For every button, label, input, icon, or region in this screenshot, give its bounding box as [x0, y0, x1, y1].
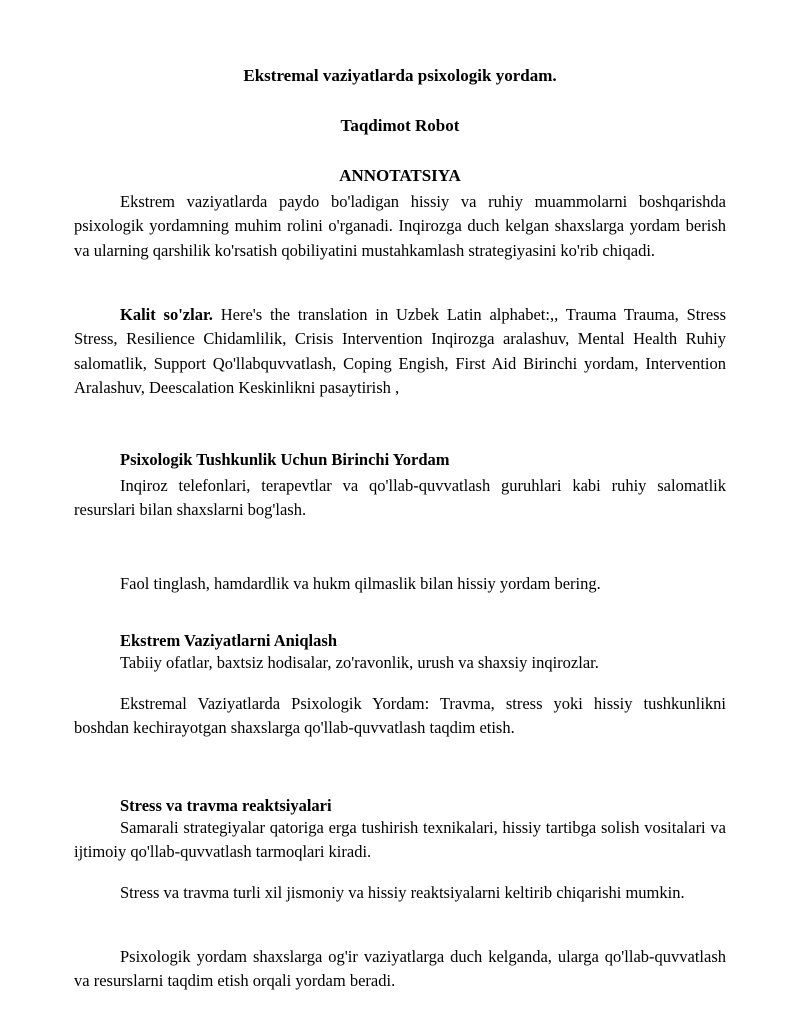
- section2-paragraph-1: Tabiiy ofatlar, baxtsiz hodisalar, zo'ravonlik, urush va shaxsiy inqirozlar.: [120, 653, 599, 672]
- section3-paragraph-2: Stress va travma turli xil jismoniy va hissiy reaktsiyalarni keltirib chiqarishi mumkin.: [120, 883, 685, 902]
- keywords-paragraph: [74, 303, 726, 400]
- annotation-heading: ANNOTATSIYA: [339, 166, 461, 185]
- document-title: Ekstremal vaziyatlarda psixologik yordam.: [243, 66, 557, 85]
- section1-paragraph-1: Inqiroz telefonlari, terapevtlar va qo'llab-quvvatlash guruhlari kabi ruhiy salomatlik resurslari bilan shaxslarni bog'lash.: [74, 476, 726, 520]
- section1-paragraph-2: Faol tinglash, hamdardlik va hukm qilmaslik bilan hissiy yordam bering.: [120, 574, 601, 593]
- keywords-text: Here's the translation in Uzbek Latin alphabet:,, Trauma Trauma, Stress Stress, Resilience Chidamlilik, Crisis Intervention Inqirozga aralashuv, Mental Health Ruhiy salomatlik, Support Qo'llabquvvatlash, Coping Engish, First Aid Birinchi yordam, Intervention Aralashuv, Deescalation Keskinlikni pasaytirish ,: [74, 305, 726, 397]
- section3-paragraph-3: Psixologik yordam shaxslarga og'ir vaziyatlarga duch kelganda, ularga qo'llab-quvvatlash va resurslarni taqdim etish orqali yordam beradi.: [74, 947, 726, 991]
- annotation-text: Ekstrem vaziyatlarda paydo bo'ladigan hissiy va ruhiy muammolarni boshqarishda psixologik yordamning muhim rolini o'rganadi. Inqirozga duch kelgan shaxslarga yordam berish va ularning qarshilik ko'rsatish qobiliyatini mustahkamlash strategiyasini ko'rib chiqadi.: [74, 192, 726, 260]
- keywords-label: Kalit so'zlar.: [120, 305, 213, 324]
- section2-paragraph-2: Ekstremal Vaziyatlarda Psixologik Yordam: Travma, stress yoki hissiy tushkunlikni boshdan kechirayotgan shaxslarga qo'llab-quvvatlash taqdim etish.: [74, 694, 726, 738]
- document-subtitle: Taqdimot Robot: [340, 116, 460, 135]
- section-heading-identification: Ekstrem Vaziyatlarni Aniqlash: [120, 631, 337, 650]
- section-heading-stress: Stress va travma reaktsiyalari: [120, 796, 332, 815]
- section3-paragraph-1: Samarali strategiyalar qatoriga erga tushirish texnikalari, hissiy tartibga solish vositalari va ijtimoiy qo'llab-quvvatlash tarmoqlari kiradi.: [74, 818, 726, 862]
- section-heading-first-aid: Psixologik Tushkunlik Uchun Birinchi Yordam: [120, 450, 450, 469]
